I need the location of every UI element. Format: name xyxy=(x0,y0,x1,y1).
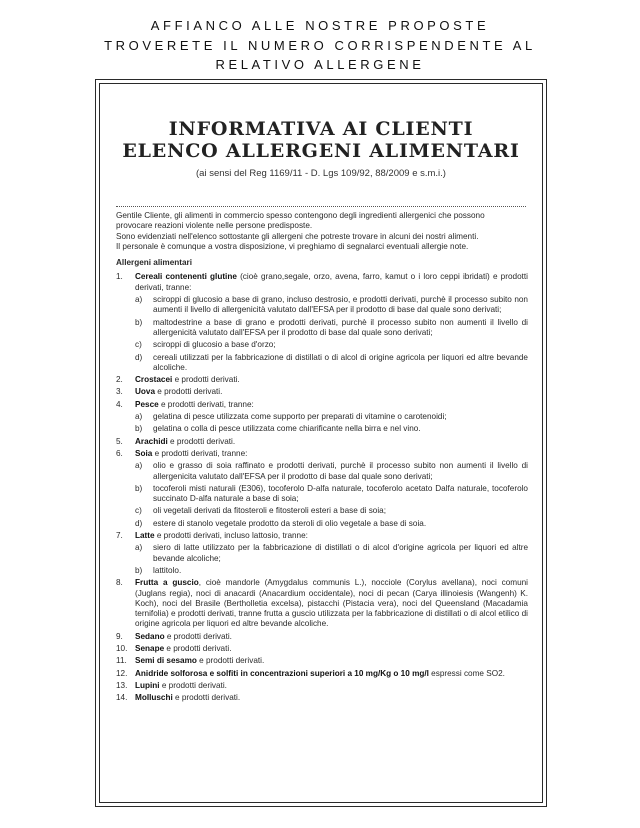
allergen-description: e prodotti derivati. xyxy=(164,631,232,641)
allergen-exception xyxy=(135,424,528,434)
allergen-body xyxy=(135,669,528,679)
allergen-number: 12. xyxy=(116,668,128,678)
exception-text: olio e grasso di soia raffinato e prodotti derivati, purchè il processo subito non aumenti il livello di allergenicita valutato dall'EFSA per il prodotto di base dal quale sono derivati; xyxy=(153,461,528,481)
allergen-number: 4. xyxy=(116,399,123,409)
allergen-description: e prodotti derivati. xyxy=(167,436,236,446)
allergen-item xyxy=(116,578,528,629)
allergen-exception xyxy=(135,506,528,516)
exception-text: sciroppi di glucosio a base d'orzo; xyxy=(153,340,276,350)
allergen-name: Senape xyxy=(135,643,165,653)
allergen-number: 10. xyxy=(116,643,128,653)
allergen-exception xyxy=(135,318,528,339)
exception-letter: b) xyxy=(135,483,143,493)
exception-text: sciroppi di glucosio a base di grano, incluso destrosio, e prodotti derivati, purchè il processo subito non aumenti il livello di allergenicità valutato dall'EFSA per il prodotto di base dal quale sono derivati; xyxy=(153,295,528,315)
allergen-text xyxy=(135,656,528,666)
allergen-number: 14. xyxy=(116,693,128,703)
allergen-item xyxy=(116,375,528,385)
allergen-exception xyxy=(135,519,528,529)
allergen-name: Latte xyxy=(135,531,155,541)
allergen-exception xyxy=(135,484,528,505)
allergen-number: 2. xyxy=(116,375,123,385)
allergen-item xyxy=(116,693,528,703)
allergen-description: e prodotti derivati. xyxy=(159,680,227,690)
allergen-exception xyxy=(135,295,528,316)
allergen-body xyxy=(135,531,528,576)
allergen-text xyxy=(135,375,528,385)
page-heading xyxy=(0,16,640,75)
allergen-number: 5. xyxy=(116,436,123,446)
allergen-description: e prodotti derivati, incluso lattosio, tranne: xyxy=(154,531,308,541)
allergen-number: 8. xyxy=(116,578,123,588)
allergen-text xyxy=(135,644,528,654)
allergen-name: Crostacei xyxy=(135,375,173,385)
intro-line: Sono evidenziati nell'elenco sottostante gli allergeni che potreste trovare in alcuni dei nostri alimenti. xyxy=(116,231,479,241)
exception-letter: a) xyxy=(135,412,143,422)
allergen-body xyxy=(135,449,528,529)
exception-text: maltodestrine a base di grano e prodotti derivati, purchè il processo subito non aumenti il livello di allergenicità valutato dall'EFSA per il prodotto di base dal quale sono derivati; xyxy=(153,317,528,337)
intro-line: Il personale è comunque a vostra disposizione, vi preghiamo di segnalarci eventuali allergie note. xyxy=(116,241,469,251)
allergen-name: Pesce xyxy=(135,399,159,409)
allergen-number: 3. xyxy=(116,387,123,397)
allergen-name: Cereali contenenti glutine xyxy=(135,272,237,282)
section-title: Allergeni alimentari xyxy=(116,258,192,268)
allergen-body xyxy=(135,632,528,642)
allergen-text xyxy=(135,693,528,703)
allergen-description: e prodotti derivati. xyxy=(155,387,223,397)
allergen-body xyxy=(135,644,528,654)
card-title xyxy=(99,118,543,179)
allergen-description: e prodotti derivati, tranne: xyxy=(158,399,254,409)
allergen-body xyxy=(135,681,528,691)
exception-text: tocoferoli misti naturali (E306), tocoferolo D-alfa naturale, tocoferolo acetato Dalfa naturale, tocoferolo succinato D-alfa naturale a base di soia; xyxy=(153,483,528,504)
exception-text: lattitolo. xyxy=(153,565,182,575)
allergen-body xyxy=(135,437,528,447)
exception-letter: b) xyxy=(135,424,143,434)
allergen-body xyxy=(135,400,528,435)
allergen-body xyxy=(135,375,528,385)
allergen-exception xyxy=(135,340,528,350)
allergen-exception xyxy=(135,412,528,422)
allergen-body xyxy=(135,272,528,373)
exception-letter: c) xyxy=(135,340,142,350)
allergen-text xyxy=(135,272,528,293)
exception-letter: a) xyxy=(135,461,143,471)
intro-paragraph xyxy=(116,211,528,252)
allergen-name: Soia xyxy=(135,448,153,458)
heading-line: TROVERETE IL NUMERO CORRISPENDENTE AL xyxy=(104,37,536,53)
allergen-exception xyxy=(135,566,528,576)
allergen-description: espressi come SO2. xyxy=(428,668,505,678)
allergen-item xyxy=(116,644,528,654)
allergen-text xyxy=(135,437,528,447)
allergen-item xyxy=(116,531,528,576)
allergen-item xyxy=(116,669,528,679)
allergen-item xyxy=(116,272,528,373)
heading-line: AFFIANCO ALLE NOSTRE PROPOSTE xyxy=(150,18,490,33)
allergen-item xyxy=(116,437,528,447)
allergen-text xyxy=(135,578,528,629)
allergen-text xyxy=(135,681,528,691)
allergen-description: e prodotti derivati. xyxy=(172,693,241,703)
exception-letter: a) xyxy=(135,295,143,305)
allergen-name: Frutta a guscio xyxy=(135,578,199,588)
allergen-item xyxy=(116,632,528,642)
exception-text: estere di stanolo vegetale prodotto da steroli di olio vegetale a base di soia. xyxy=(153,518,427,528)
exception-text: gelatina o colla di pesce utilizzata come chiarificante nella birra e nel vino. xyxy=(153,424,421,434)
allergen-name: Molluschi xyxy=(135,693,173,703)
exception-text: oli vegetali derivati da fitosteroli e fitosteroli esteri a base di soia; xyxy=(153,506,387,516)
allergen-number: 9. xyxy=(116,631,123,641)
allergen-name: Lupini xyxy=(135,680,160,690)
allergen-exception xyxy=(135,543,528,564)
exception-text: siero di latte utilizzato per la fabbricazione di distillati o di alcol d'origine agricola per liquori ed altre bevande alcoliche; xyxy=(153,543,528,563)
allergen-text xyxy=(135,400,528,410)
allergen-description: e prodotti derivati, tranne: xyxy=(152,448,248,458)
allergen-item xyxy=(116,681,528,691)
allergen-body xyxy=(135,387,528,397)
allergen-text xyxy=(135,449,528,459)
allergen-description: e prodotti derivati. xyxy=(196,656,265,666)
allergen-item xyxy=(116,387,528,397)
allergen-name: Uova xyxy=(135,387,156,397)
title-line: INFORMATIVA AI CLIENTI xyxy=(168,118,474,140)
allergen-text xyxy=(135,531,528,541)
allergen-name: Semi di sesamo xyxy=(135,656,197,666)
allergen-item xyxy=(116,400,528,435)
allergen-number: 6. xyxy=(116,448,123,458)
allergen-text xyxy=(135,632,528,642)
allergen-item xyxy=(116,449,528,529)
exception-letter: a) xyxy=(135,543,143,553)
allergen-body xyxy=(135,656,528,666)
allergen-number: 1. xyxy=(116,272,123,282)
exception-letter: c) xyxy=(135,506,142,516)
allergen-item xyxy=(116,656,528,666)
exception-text: gelatina di pesce utilizzata come supporto per preparati di vitamine o carotenoidi; xyxy=(153,412,447,422)
allergen-name: Anidride solforosa e solfiti in concentrazioni superiori a 10 mg/Kg o 10 mg/l xyxy=(135,668,429,678)
exception-letter: b) xyxy=(135,317,143,327)
card-content xyxy=(116,211,528,705)
exception-letter: d) xyxy=(135,518,143,528)
intro-line: Gentile Cliente, gli alimenti in commercio spesso contengono degli ingredienti allergenici che possono xyxy=(116,211,485,220)
allergen-list xyxy=(116,272,528,703)
allergen-exception xyxy=(135,461,528,482)
allergen-description: e prodotti derivati. xyxy=(164,643,232,653)
allergen-text xyxy=(135,669,528,679)
heading-line: RELATIVO ALLERGENE xyxy=(215,57,425,72)
title-line: ELENCO ALLERGENI ALIMENTARI xyxy=(122,140,520,162)
intro-line: provocare reazioni violente nelle persone predisposte. xyxy=(116,221,313,231)
allergen-number: 7. xyxy=(116,531,123,541)
exception-text: cereali utilizzati per la fabbricazione di distillati o di alcol di origine agricola per liquori ed altre bevande alcoliche. xyxy=(153,352,528,372)
allergen-number: 13. xyxy=(116,680,128,690)
allergen-exception xyxy=(135,353,528,374)
allergen-number: 11. xyxy=(116,656,127,666)
allergen-text xyxy=(135,387,528,397)
allergen-body xyxy=(135,693,528,703)
card-subtitle: (ai sensi del Reg 1169/11 - D. Lgs 109/92, 88/2009 e s.m.i.) xyxy=(196,168,446,179)
allergen-name: Sedano xyxy=(135,631,165,641)
allergen-description: (cioè grano,segale, orzo, avena, farro, kamut o i loro ceppi ibridati) e prodotti derivati, tranne: xyxy=(135,272,528,292)
allergen-body xyxy=(135,578,528,629)
allergen-description: , cioè mandorle (Amygdalus communis L.), nocciole (Corylus avellana), noci comuni (Juglans regia), noci di anacardi (Anacardium occidentale), noci di pecan (Carya illinoiesis (Wangenh) K. Koch), noci del Brasile (Bertholletia excelsa), pistacchi (Pistacia vera), noci del Queensland (Macadamia ternifolia) e prodotti derivati, tranne frutta a guscio utilizzata per la fabbricazione di distillati o di alcol etilico di origine agricola per liquori ed altre bevande alcoliche. xyxy=(135,578,528,629)
dotted-divider xyxy=(116,206,526,207)
exception-letter: d) xyxy=(135,352,143,362)
exception-letter: b) xyxy=(135,565,143,575)
allergen-name: Arachidi xyxy=(135,436,168,446)
allergen-description: e prodotti derivati. xyxy=(172,375,240,385)
